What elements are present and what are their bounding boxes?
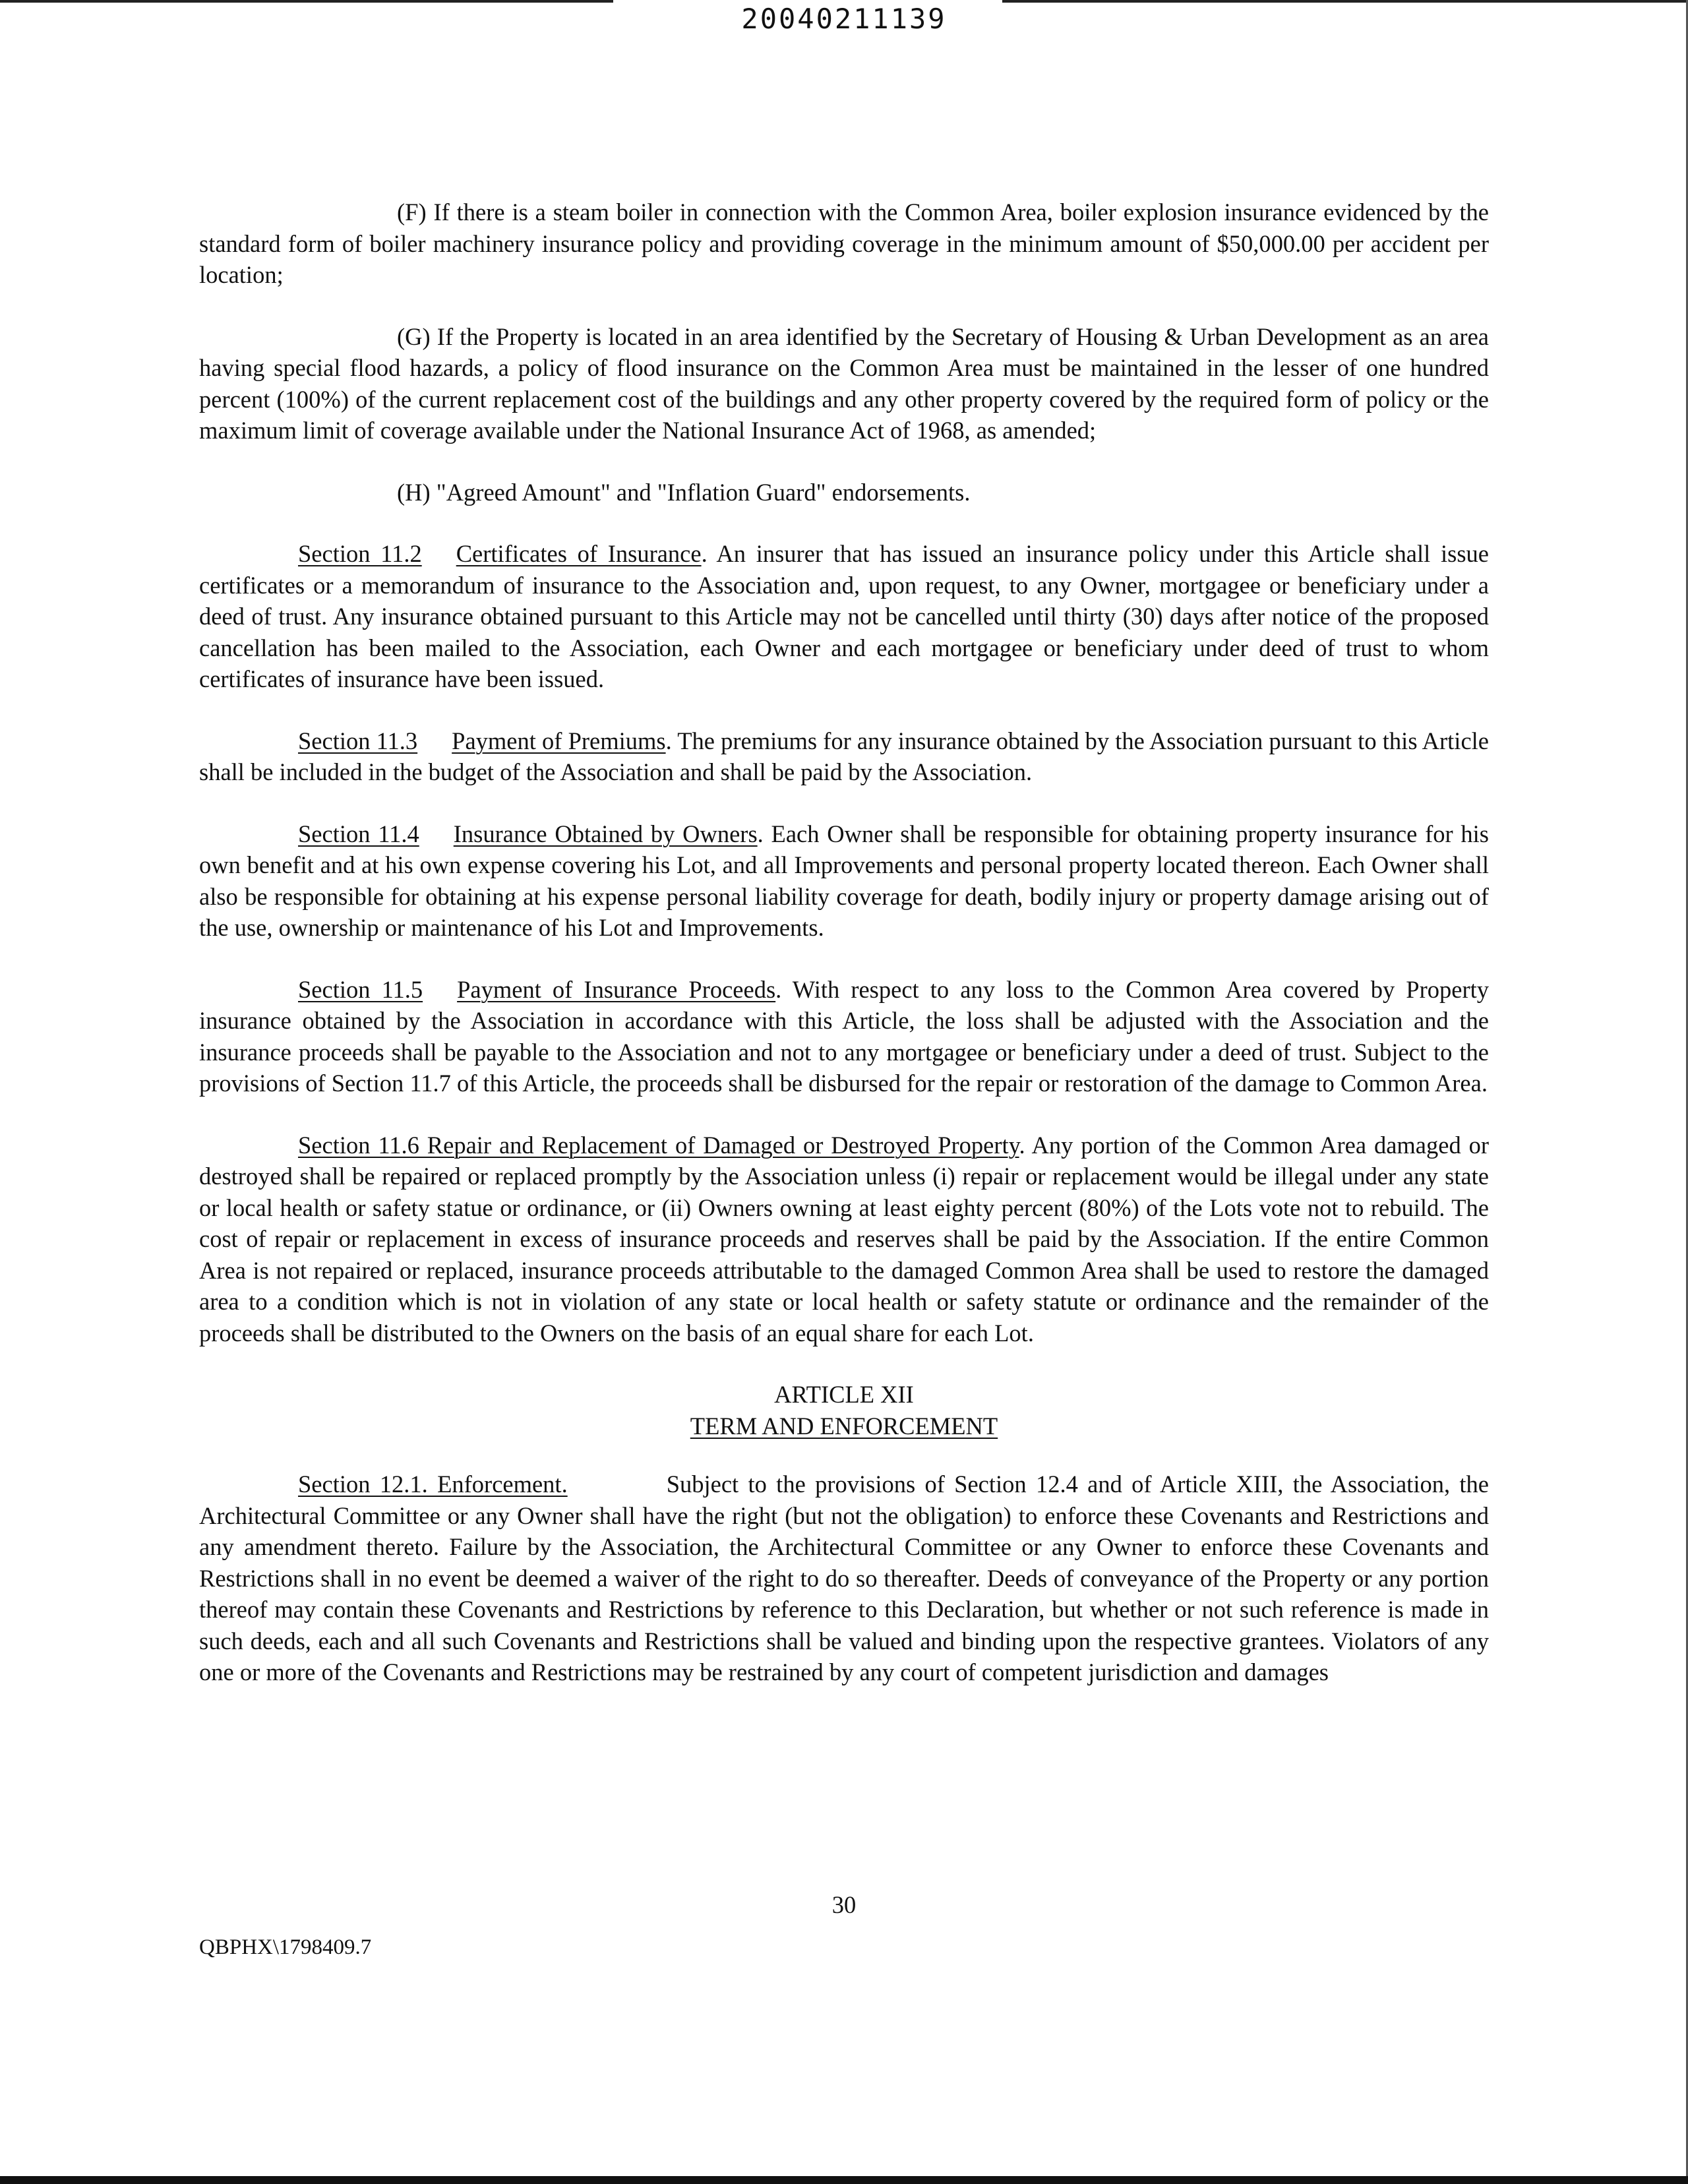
bottom-rule: [0, 2176, 1688, 2184]
paragraph-h: (H) "Agreed Amount" and "Inflation Guard" endorsements.: [397, 478, 971, 506]
document-reference: QBPHX\1798409.7: [199, 1935, 372, 1959]
section-11-4-title: Insurance Obtained by Owners: [453, 820, 758, 847]
section-11-3-number: Section 11.3: [298, 727, 418, 754]
section-11-5-text: . With respect to any loss to the Common Area covered by Property insurance obtained by the Association in accordance with this Article, the loss shall be adjusted with the Association and the insurance proceeds shall be payable to the Association and not to any mortgagee or beneficiary under a deed of trust. Subject to the provisions of Section 11.7 of this Article, the proceeds shall be disbursed for the repair or restoration of the damage to Common Area.: [199, 975, 1489, 1097]
section-11-2-number: Section 11.2: [298, 540, 422, 567]
section-11-3-title: Payment of Premiums: [452, 727, 666, 754]
section-11-2-text: . An insurer that has issued an insurance policy under this Article shall issue certificates or a memorandum of insurance to the Association and, upon request, to any Owner, mortgagee or beneficiary under a deed of trust. Any insurance obtained pursuant to this Article may not be cancelled until thirty (30) days after notice of the proposed cancellation has been mailed to the Association, each Owner and each mortgagee or beneficiary under deed of trust to whom certificates of insurance have been issued.: [199, 540, 1489, 692]
page-number: 30: [831, 1891, 857, 1918]
article-heading: [199, 1379, 1489, 1442]
paragraph-g: (G) If the Property is located in an area identified by the Secretary of Housing & Urban Development as an area having special flood hazards, a policy of flood insurance on the Common Area must be maintained in the lesser of one hundred percent (100%) of the current replacement cost of the buildings and any other property covered by the required form of policy or the maximum limit of coverage available under the National Insurance Act of 1968, as amended;: [199, 322, 1489, 444]
article-subtitle: TERM AND ENFORCEMENT: [690, 1412, 998, 1440]
section-12-1: [199, 1469, 1489, 1688]
section-11-6-heading: Section 11.6 Repair and Replacement of Damaged or Destroyed Property: [298, 1131, 1019, 1159]
document-body: [199, 197, 1489, 1718]
paragraph-f: (F) If there is a steam boiler in connection with the Common Area, boiler explosion insurance evidenced by the standard form of boiler machinery insurance policy and providing coverage in the minimum amount of $50,000.00 per accident per location;: [199, 198, 1489, 288]
section-11-2: [199, 538, 1489, 695]
recording-number: 20040211139: [741, 3, 947, 35]
section-11-2-title: Certificates of Insurance: [456, 540, 702, 567]
section-11-5-title: Payment of Insurance Proceeds: [457, 975, 776, 1003]
section-11-3-text: . The premiums for any insurance obtained by the Association pursuant to this Article shall be included in the budget of the Association and shall be paid by the Association.: [199, 727, 1489, 785]
article-title: ARTICLE XII: [774, 1381, 914, 1408]
section-11-4: [199, 818, 1489, 944]
section-11-6: [199, 1130, 1489, 1349]
section-11-5: [199, 974, 1489, 1099]
section-12-1-text: Subject to the provisions of Section 12.4 and of Article XIII, the Association, the Architectural Committee or any Owner shall have the right (but not the obligation) to enforce these Covenants and Restrictions and any amendment thereto. Failure by the Association, the Architectural Committee or any Owner to enforce these Covenants and Restrictions shall in no event be deemed a waiver of the right to do so thereafter. Deeds of conveyance of the Property or any portion thereof may contain these Covenants and Restrictions by reference to this Declaration, but whether or not such reference is made in such deeds, each and all such Covenants and Restrictions shall be valued and binding upon the respective grantees. Violators of any one or more of the Covenants and Restrictions may be restrained by any court of competent jurisdiction and damages: [199, 1471, 1489, 1685]
section-11-3: [199, 725, 1489, 788]
section-11-4-text: . Each Owner shall be responsible for obtaining property insurance for his own benefit and at his own expense covering his Lot, and all Improvements and personal property located thereon. Each Owner shall also be responsible for obtaining at his expense personal liability coverage for death, bodily injury or property damage arising out of the use, ownership or maintenance of his Lot and Improvements.: [199, 820, 1489, 941]
section-11-4-number: Section 11.4: [298, 820, 419, 847]
section-12-1-heading: Section 12.1. Enforcement.: [298, 1471, 568, 1498]
section-11-6-text: . Any portion of the Common Area damaged or destroyed shall be repaired or replaced promptly by the Association unless (i) repair or replacement would be illegal under any state or local health or safety statue or ordinance, or (ii) Owners owning at least eighty percent (80%) of the Lots vote not to rebuild. The cost of repair or replacement in excess of insurance proceeds and reserves shall be paid by the Association. If the entire Common Area is not repaired or replaced, insurance proceeds attributable to the damaged Common Area shall be used to restore the damaged area to a condition which is not in violation of any state or local health or safety statute or ordinance and the remainder of the proceeds shall be distributed to the Owners on the basis of an equal share for each Lot.: [199, 1131, 1489, 1347]
section-11-5-number: Section 11.5: [298, 975, 423, 1003]
